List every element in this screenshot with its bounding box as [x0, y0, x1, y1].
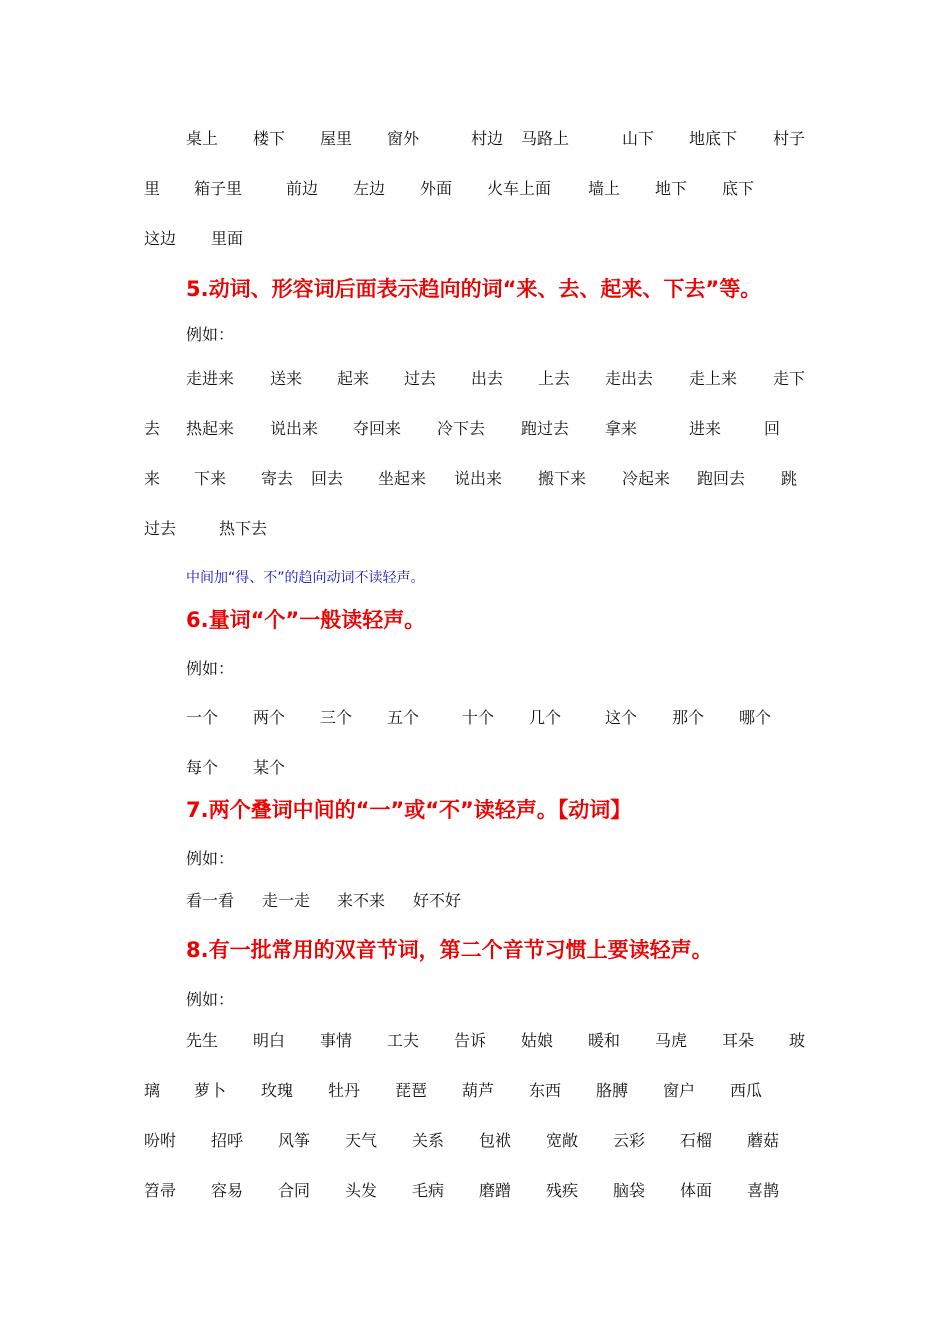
word: 夺回来: [353, 419, 402, 438]
word: 耳朵: [722, 1031, 755, 1050]
word: 牡丹: [328, 1081, 361, 1100]
word: 左边: [353, 179, 386, 198]
word: 起来: [337, 369, 370, 388]
word-line: [0, 226, 950, 256]
word: 屋里: [320, 129, 353, 148]
word: 墙上: [588, 179, 621, 198]
word: 地下: [655, 179, 688, 198]
word: 几个: [529, 708, 562, 727]
word: 关系: [412, 1131, 445, 1150]
section-heading: 6.量词“个”一般读轻声。: [186, 608, 426, 632]
word: 跑回去: [697, 469, 746, 488]
word: 玫瑰: [261, 1081, 294, 1100]
word: 走一走: [262, 891, 311, 910]
word: 先生: [186, 1031, 219, 1050]
word: 地底下: [689, 129, 738, 148]
word: 那个: [672, 708, 705, 727]
word: 琵琶: [395, 1081, 428, 1100]
word: 告诉: [454, 1031, 487, 1050]
word: 前边: [286, 179, 319, 198]
word-line: [0, 366, 950, 396]
word: 跑过去: [521, 419, 570, 438]
word: 寄去: [261, 469, 294, 488]
word: 东西: [529, 1081, 562, 1100]
word: 姑娘: [521, 1031, 554, 1050]
word: 容易: [211, 1181, 244, 1200]
word: 磨蹭: [479, 1181, 512, 1200]
section-heading: 7.两个叠词中间的“一”或“不”读轻声。【动词】: [186, 798, 632, 822]
word: 送来: [270, 369, 303, 388]
word: 某个: [253, 758, 286, 777]
example-label: 例如：: [186, 849, 235, 868]
word: 脑袋: [613, 1181, 646, 1200]
word: 招呼: [211, 1131, 244, 1150]
word: 体面: [680, 1181, 713, 1200]
word: 一个: [186, 708, 219, 727]
word: 头发: [345, 1181, 378, 1200]
word: 搬下来: [538, 469, 587, 488]
word: 喜鹊: [747, 1181, 780, 1200]
word: 吩咐: [144, 1131, 177, 1150]
word-line: [0, 176, 950, 206]
word: 楼下: [253, 129, 286, 148]
word: 火车上面: [487, 179, 552, 198]
word-line: [0, 1128, 950, 1158]
word: 跳: [781, 469, 798, 488]
word: 过去: [404, 369, 437, 388]
word: 冷起来: [622, 469, 671, 488]
word: 这个: [605, 708, 638, 727]
word: 窗外: [387, 129, 420, 148]
word: 毛病: [412, 1181, 445, 1200]
word: 蘑菇: [747, 1131, 780, 1150]
word: 村子: [773, 129, 806, 148]
word: 胳膊: [596, 1081, 629, 1100]
word: 看一看: [186, 891, 235, 910]
word: 事情: [320, 1031, 353, 1050]
word: 来: [144, 469, 161, 488]
word-line: [0, 416, 950, 446]
word: 拿来: [605, 419, 638, 438]
word: 来不来: [337, 891, 386, 910]
word: 工夫: [387, 1031, 420, 1050]
word: 底下: [722, 179, 755, 198]
word: 坐起来: [378, 469, 427, 488]
word: 进来: [689, 419, 722, 438]
example-label: 例如：: [186, 325, 235, 344]
word: 走出去: [605, 369, 654, 388]
word: 热下去: [219, 519, 268, 538]
word: 玻: [789, 1031, 806, 1050]
word: 天气: [345, 1131, 378, 1150]
word: 上去: [538, 369, 571, 388]
word: 村边: [471, 129, 504, 148]
word: 窗户: [663, 1081, 696, 1100]
word: 每个: [186, 758, 219, 777]
word-line: [0, 755, 950, 785]
word: 冷下去: [437, 419, 486, 438]
word: 走进来: [186, 369, 235, 388]
word: 箱子里: [194, 179, 243, 198]
word: 好不好: [413, 891, 462, 910]
word: 说出来: [270, 419, 319, 438]
word: 去: [144, 419, 161, 438]
word: 哪个: [739, 708, 772, 727]
word: 回去: [311, 469, 344, 488]
word: 石榴: [680, 1131, 713, 1150]
section-heading: 8.有一批常用的双音节词，第二个音节习惯上要读轻声。: [186, 938, 713, 962]
word: 马路上: [521, 129, 570, 148]
word-line: [0, 516, 950, 546]
word: 两个: [253, 708, 286, 727]
word: 外面: [420, 179, 453, 198]
word: 里: [144, 179, 161, 198]
word: 合同: [278, 1181, 311, 1200]
word: 西瓜: [730, 1081, 763, 1100]
word: 马虎: [655, 1031, 688, 1050]
word: 宽敞: [546, 1131, 579, 1150]
word-line: [0, 1178, 950, 1208]
word: 萝卜: [194, 1081, 227, 1100]
example-label: 例如：: [186, 990, 235, 1009]
word: 里面: [211, 229, 244, 248]
example-label: 例如：: [186, 659, 235, 678]
word-line: [0, 888, 950, 918]
word: 过去: [144, 519, 177, 538]
word: 走上来: [689, 369, 738, 388]
word: 葫芦: [462, 1081, 495, 1100]
word-line: [0, 1028, 950, 1058]
word: 回: [764, 419, 781, 438]
word: 云彩: [613, 1131, 646, 1150]
word: 出去: [471, 369, 504, 388]
section-heading: 5.动词、形容词后面表示趋向的词“来、去、起来、下去”等。: [186, 277, 762, 301]
word: 热起来: [186, 419, 235, 438]
word: 走下: [773, 369, 806, 388]
word: 包袱: [479, 1131, 512, 1150]
word: 五个: [387, 708, 420, 727]
word: 笤帚: [144, 1181, 177, 1200]
word: 下来: [194, 469, 227, 488]
word: 说出来: [454, 469, 503, 488]
word-line: [0, 126, 950, 156]
word: 残疾: [546, 1181, 579, 1200]
word: 明白: [253, 1031, 286, 1050]
word: 山下: [622, 129, 655, 148]
word-line: [0, 466, 950, 496]
word: 十个: [462, 708, 495, 727]
word-line: [0, 1078, 950, 1108]
word: 风筝: [278, 1131, 311, 1150]
word: 璃: [144, 1081, 161, 1100]
word: 桌上: [186, 129, 219, 148]
word: 暖和: [588, 1031, 621, 1050]
word: 三个: [320, 708, 353, 727]
note: 中间加“得、不”的趋向动词不读轻声。: [186, 570, 425, 586]
word-line: [0, 705, 950, 735]
word: 这边: [144, 229, 177, 248]
